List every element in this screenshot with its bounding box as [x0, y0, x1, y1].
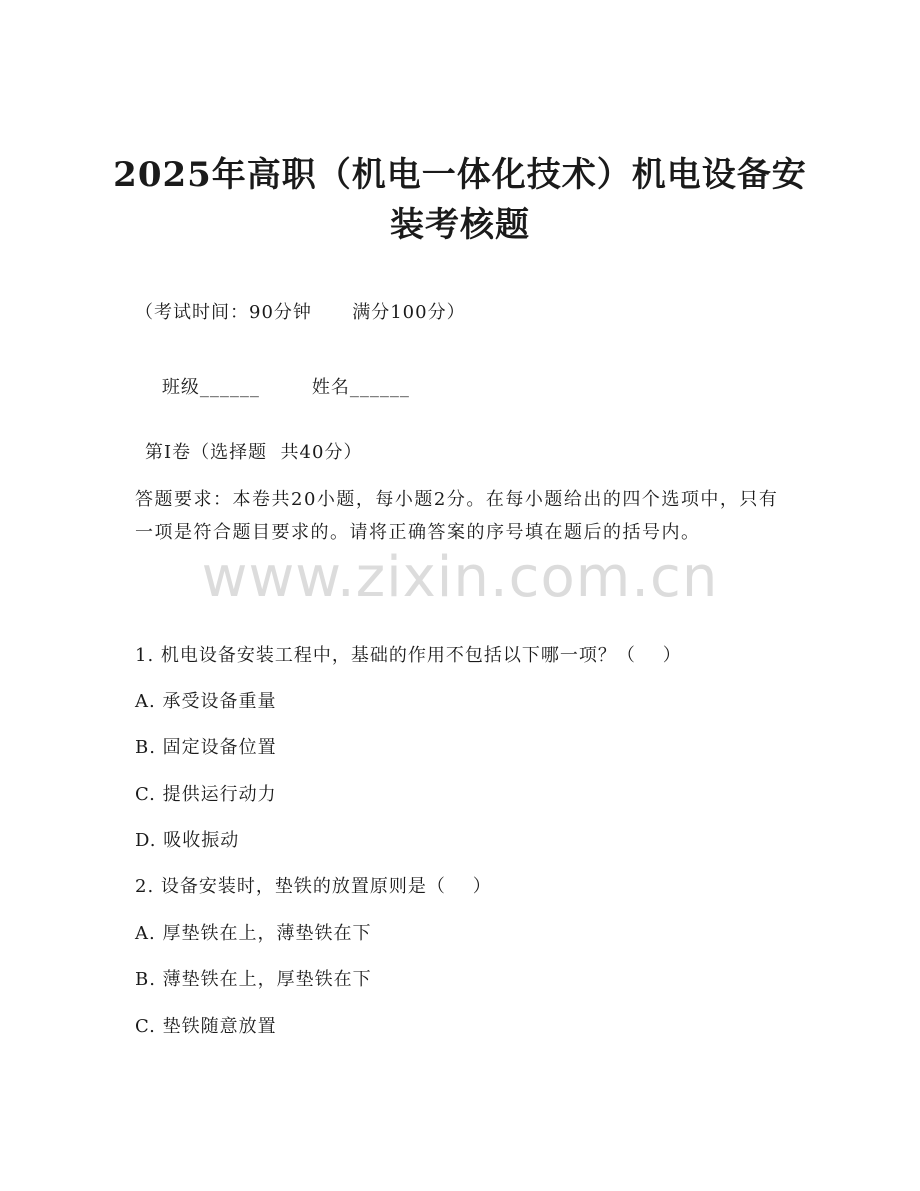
question-1-stem: 1. 机电设备安装工程中，基础的作用不包括以下哪一项？（ ）: [135, 645, 682, 666]
question-2-option-b: B. 薄垫铁在上，厚垫铁在下: [135, 969, 372, 990]
section-title: 第I卷（选择题 共40分）: [145, 442, 363, 463]
question-1-option-b: B. 固定设备位置: [135, 737, 277, 758]
student-info-row: [135, 349, 410, 427]
title-line-1: 2025年高职（机电一体化技术）机电设备安: [113, 155, 807, 195]
name-field: 姓名______: [311, 377, 410, 398]
instructions: 答题要求：本卷共20小题，每小题2分。在每小题给出的四个选项中，只有一项是符合题目要求的。请将正确答案的序号填在题后的括号内。: [135, 489, 779, 543]
title-line-2: 装考核题: [390, 205, 530, 245]
question-1-option-a: A. 承受设备重量: [135, 691, 277, 712]
document-title: [100, 150, 820, 250]
question-1-option-c: C. 提供运行动力: [135, 784, 277, 805]
question-2-option-a: A. 厚垫铁在上，薄垫铁在下: [135, 923, 372, 944]
question-1-option-d: D. 吸收振动: [135, 830, 240, 851]
exam-info: （考试时间：90分钟 满分100分）: [135, 302, 466, 323]
watermark: www.zixin.com.cn: [201, 545, 719, 610]
question-2-stem: 2. 设备安装时，垫铁的放置原则是（ ）: [135, 876, 492, 897]
class-field: 班级______: [161, 377, 260, 398]
question-2-option-c: C. 垫铁随意放置: [135, 1016, 277, 1037]
